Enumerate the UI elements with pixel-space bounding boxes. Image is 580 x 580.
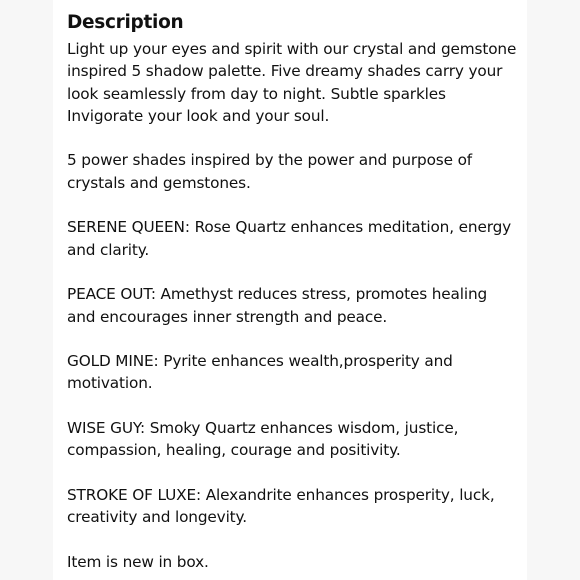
shade-gold-mine: GOLD MINE: Pyrite enhances wealth,prosperity and motivation. xyxy=(67,352,453,393)
shade-stroke-of-luxe: STROKE OF LUXE: Alexandrite enhances prosperity, luck, creativity and longevity. xyxy=(67,485,495,527)
shade-peace-out: PEACE OUT: Amethyst reduces stress, promotes healing and encourages inner strength and peace. xyxy=(67,285,488,326)
description-paragraph-intro: Light up your eyes and spirit with our crystal and gemstone inspired 5 shadow palette. Five dreamy shades carry your look seamlessly from day to night. Subtle sparkles Invigorate your look and your soul. xyxy=(67,40,517,125)
description-panel xyxy=(53,0,527,580)
description-heading: Description xyxy=(67,12,184,33)
item-condition: Item is new in box. xyxy=(67,552,209,571)
description-paragraph-power-shades: 5 power shades inspired by the power and purpose of crystals and gemstones. xyxy=(67,151,473,192)
description-content xyxy=(67,10,519,573)
shade-wise-guy: WISE GUY: Smoky Quartz enhances wisdom, justice, compassion, healing, courage and positivity. xyxy=(67,419,459,460)
shade-serene-queen: SERENE QUEEN: Rose Quartz enhances meditation, energy and clarity. xyxy=(67,218,512,259)
